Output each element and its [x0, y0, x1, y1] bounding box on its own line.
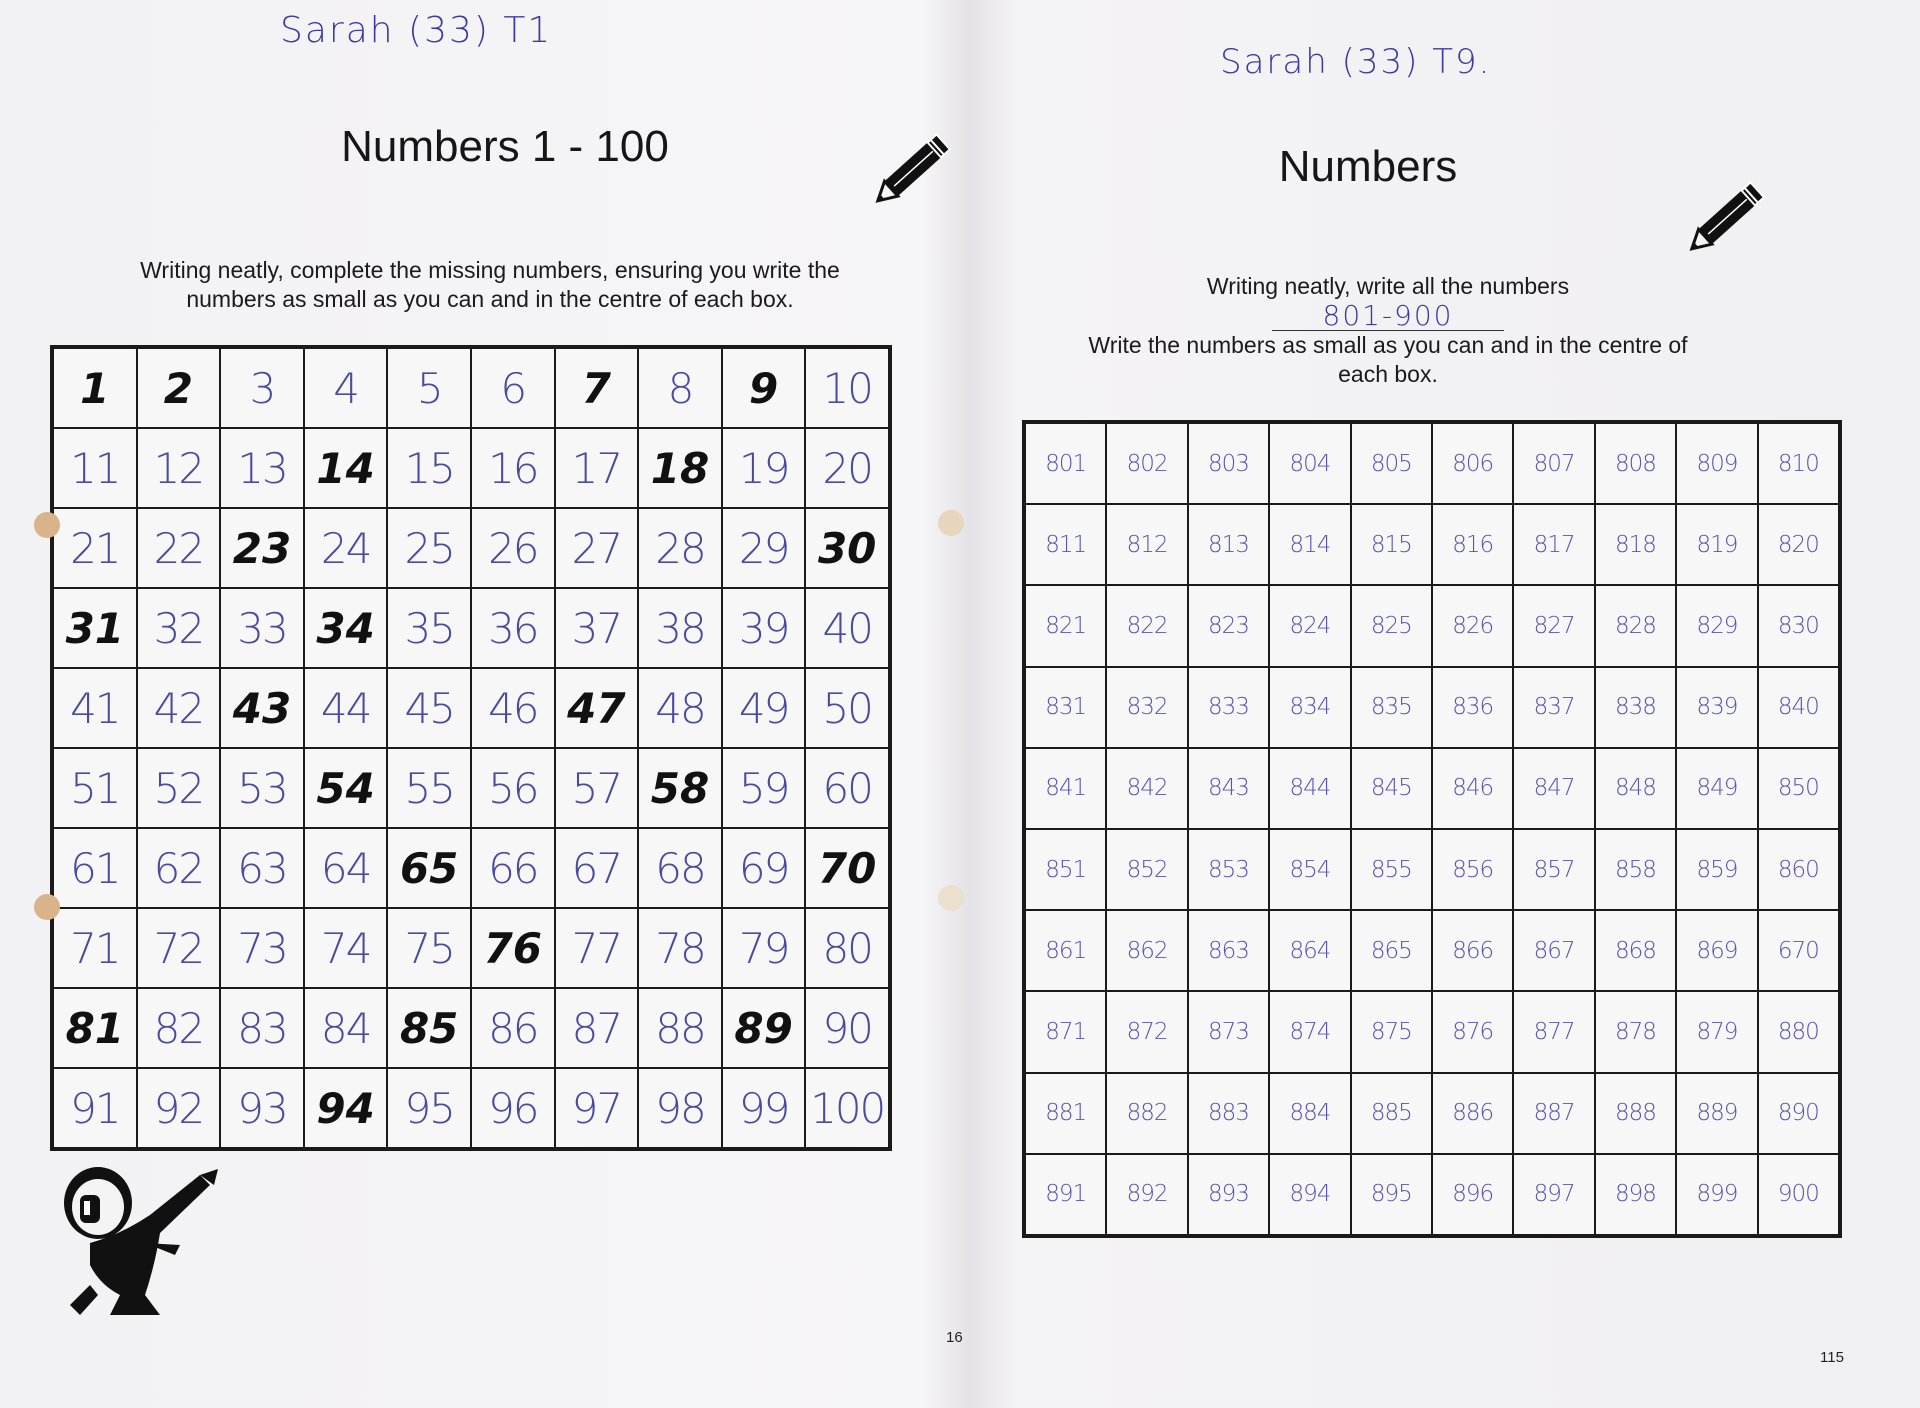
- number-cell[interactable]: 33: [220, 588, 304, 668]
- number-cell[interactable]: 88: [638, 988, 722, 1068]
- number-cell[interactable]: 31: [53, 588, 137, 668]
- number-cell[interactable]: 879: [1676, 991, 1757, 1072]
- number-cell[interactable]: 48: [638, 668, 722, 748]
- number-cell[interactable]: 91: [53, 1068, 137, 1148]
- number-cell[interactable]: 58: [638, 748, 722, 828]
- number-cell[interactable]: 27: [555, 508, 639, 588]
- number-cell[interactable]: 841: [1025, 748, 1106, 829]
- number-cell[interactable]: 64: [304, 828, 388, 908]
- number-cell[interactable]: 11: [53, 428, 137, 508]
- number-cell[interactable]: 87: [555, 988, 639, 1068]
- right-instructions-line-1: [1088, 272, 1688, 331]
- number-cell[interactable]: 79: [722, 908, 806, 988]
- number-cell[interactable]: 832: [1106, 667, 1187, 748]
- number-cell[interactable]: 856: [1432, 829, 1513, 910]
- number-cell[interactable]: 891: [1025, 1154, 1106, 1235]
- number-cell[interactable]: 25: [387, 508, 471, 588]
- number-cell[interactable]: 838: [1595, 667, 1676, 748]
- number-cell[interactable]: 817: [1513, 504, 1594, 585]
- number-cell[interactable]: 71: [53, 908, 137, 988]
- number-cell[interactable]: 40: [805, 588, 889, 668]
- number-cell[interactable]: 49: [722, 668, 806, 748]
- number-cell[interactable]: 670: [1758, 910, 1839, 991]
- number-cell[interactable]: 835: [1351, 667, 1432, 748]
- number-cell[interactable]: 811: [1025, 504, 1106, 585]
- number-cell[interactable]: 852: [1106, 829, 1187, 910]
- number-cell[interactable]: 21: [53, 508, 137, 588]
- number-cell[interactable]: 808: [1595, 423, 1676, 504]
- number-cell[interactable]: 820: [1758, 504, 1839, 585]
- number-cell[interactable]: 829: [1676, 585, 1757, 666]
- number-cell[interactable]: 66: [471, 828, 555, 908]
- number-cell[interactable]: 62: [137, 828, 221, 908]
- number-cell[interactable]: 821: [1025, 585, 1106, 666]
- number-cell[interactable]: 866: [1432, 910, 1513, 991]
- number-cell[interactable]: 892: [1106, 1154, 1187, 1235]
- number-cell[interactable]: 47: [555, 668, 639, 748]
- number-cell[interactable]: 50: [805, 668, 889, 748]
- number-cell[interactable]: 15: [387, 428, 471, 508]
- punch-hole: [938, 885, 964, 911]
- number-cell[interactable]: 867: [1513, 910, 1594, 991]
- number-cell[interactable]: 857: [1513, 829, 1594, 910]
- number-cell[interactable]: 35: [387, 588, 471, 668]
- number-cell[interactable]: 813: [1188, 504, 1269, 585]
- left-page-number: 16: [946, 1329, 963, 1346]
- number-cell[interactable]: 878: [1595, 991, 1676, 1072]
- number-cell[interactable]: 809: [1676, 423, 1757, 504]
- number-cell[interactable]: 859: [1676, 829, 1757, 910]
- number-cell[interactable]: 76: [471, 908, 555, 988]
- number-cell[interactable]: 24: [304, 508, 388, 588]
- number-cell[interactable]: 13: [220, 428, 304, 508]
- number-cell[interactable]: 73: [220, 908, 304, 988]
- number-cell[interactable]: 871: [1025, 991, 1106, 1072]
- number-cell[interactable]: 888: [1595, 1073, 1676, 1154]
- number-cell[interactable]: 18: [638, 428, 722, 508]
- number-cell[interactable]: 890: [1758, 1073, 1839, 1154]
- number-cell[interactable]: 43: [220, 668, 304, 748]
- number-cell[interactable]: 14: [304, 428, 388, 508]
- number-cell[interactable]: 42: [137, 668, 221, 748]
- number-cell[interactable]: 843: [1188, 748, 1269, 829]
- right-instructions-line-3: each box.: [1338, 361, 1438, 387]
- number-cell[interactable]: 825: [1351, 585, 1432, 666]
- number-cell[interactable]: 100: [805, 1068, 889, 1148]
- number-cell[interactable]: 819: [1676, 504, 1757, 585]
- number-cell[interactable]: 887: [1513, 1073, 1594, 1154]
- left-instructions-line-2: numbers as small as you can and in the centre of each box.: [186, 286, 794, 312]
- number-cell[interactable]: 801: [1025, 423, 1106, 504]
- number-cell[interactable]: 805: [1351, 423, 1432, 504]
- number-cell[interactable]: 816: [1432, 504, 1513, 585]
- number-cell[interactable]: 80: [805, 908, 889, 988]
- number-cell[interactable]: 833: [1188, 667, 1269, 748]
- number-cell[interactable]: 1: [53, 348, 137, 428]
- number-cell[interactable]: 38: [638, 588, 722, 668]
- numbers-1-100-grid: [50, 345, 892, 1151]
- right-page-number: 115: [1820, 1349, 1844, 1366]
- right-instructions: [1088, 272, 1688, 389]
- number-cell[interactable]: 41: [53, 668, 137, 748]
- number-cell[interactable]: 5: [387, 348, 471, 428]
- number-cell[interactable]: 59: [722, 748, 806, 828]
- number-cell[interactable]: 10: [805, 348, 889, 428]
- number-cell[interactable]: 65: [387, 828, 471, 908]
- number-cell[interactable]: 99: [722, 1068, 806, 1148]
- number-cell[interactable]: 806: [1432, 423, 1513, 504]
- number-cell[interactable]: 23: [220, 508, 304, 588]
- number-cell[interactable]: 36: [471, 588, 555, 668]
- pencil-icon: [1676, 168, 1776, 268]
- number-cell[interactable]: 864: [1269, 910, 1350, 991]
- number-cell[interactable]: 4: [304, 348, 388, 428]
- number-cell[interactable]: 885: [1351, 1073, 1432, 1154]
- number-cell[interactable]: 880: [1758, 991, 1839, 1072]
- number-cell[interactable]: 60: [805, 748, 889, 828]
- number-cell[interactable]: 2: [137, 348, 221, 428]
- number-cell[interactable]: 893: [1188, 1154, 1269, 1235]
- number-cell[interactable]: 886: [1432, 1073, 1513, 1154]
- pencil-icon: [862, 120, 962, 220]
- number-cell[interactable]: 815: [1351, 504, 1432, 585]
- number-cell[interactable]: 69: [722, 828, 806, 908]
- number-cell[interactable]: 881: [1025, 1073, 1106, 1154]
- number-cell[interactable]: 894: [1269, 1154, 1350, 1235]
- number-cell[interactable]: 850: [1758, 748, 1839, 829]
- number-cell[interactable]: 849: [1676, 748, 1757, 829]
- number-cell[interactable]: 98: [638, 1068, 722, 1148]
- number-cell[interactable]: 895: [1351, 1154, 1432, 1235]
- number-cell[interactable]: 9: [722, 348, 806, 428]
- numbers-801-900-grid: [1022, 420, 1842, 1238]
- number-cell[interactable]: 97: [555, 1068, 639, 1148]
- number-cell[interactable]: 22: [137, 508, 221, 588]
- number-cell[interactable]: 858: [1595, 829, 1676, 910]
- number-cell[interactable]: 877: [1513, 991, 1594, 1072]
- number-range-blank[interactable]: [1272, 301, 1504, 331]
- number-cell[interactable]: 846: [1432, 748, 1513, 829]
- number-cell[interactable]: 84: [304, 988, 388, 1068]
- number-cell[interactable]: 851: [1025, 829, 1106, 910]
- number-cell[interactable]: 3: [220, 348, 304, 428]
- number-cell[interactable]: 39: [722, 588, 806, 668]
- number-cell[interactable]: 89: [722, 988, 806, 1068]
- number-cell[interactable]: 802: [1106, 423, 1187, 504]
- number-cell[interactable]: 804: [1269, 423, 1350, 504]
- number-cell[interactable]: 882: [1106, 1073, 1187, 1154]
- number-cell[interactable]: 72: [137, 908, 221, 988]
- number-cell[interactable]: 26: [471, 508, 555, 588]
- number-cell[interactable]: 828: [1595, 585, 1676, 666]
- number-cell[interactable]: 96: [471, 1068, 555, 1148]
- number-cell[interactable]: 884: [1269, 1073, 1350, 1154]
- number-cell[interactable]: 899: [1676, 1154, 1757, 1235]
- number-cell[interactable]: 845: [1351, 748, 1432, 829]
- number-cell[interactable]: 896: [1432, 1154, 1513, 1235]
- right-page: [968, 0, 1920, 1408]
- number-cell[interactable]: 827: [1513, 585, 1594, 666]
- number-cell[interactable]: 44: [304, 668, 388, 748]
- number-cell[interactable]: 51: [53, 748, 137, 828]
- right-instructions-prefix: Writing neatly, write all the numbers: [1206, 273, 1570, 299]
- number-cell[interactable]: 862: [1106, 910, 1187, 991]
- number-cell[interactable]: 900: [1758, 1154, 1839, 1235]
- number-cell[interactable]: 807: [1513, 423, 1594, 504]
- number-cell[interactable]: 898: [1595, 1154, 1676, 1235]
- number-cell[interactable]: 61: [53, 828, 137, 908]
- right-handwritten-name: Sarah (33) T9.: [1220, 42, 1492, 82]
- number-cell[interactable]: 19: [722, 428, 806, 508]
- number-cell[interactable]: 848: [1595, 748, 1676, 829]
- number-cell[interactable]: 70: [805, 828, 889, 908]
- number-cell[interactable]: 847: [1513, 748, 1594, 829]
- number-cell[interactable]: 8: [638, 348, 722, 428]
- number-cell[interactable]: 814: [1269, 504, 1350, 585]
- number-cell[interactable]: 6: [471, 348, 555, 428]
- number-cell[interactable]: 826: [1432, 585, 1513, 666]
- number-cell[interactable]: 873: [1188, 991, 1269, 1072]
- number-cell[interactable]: 823: [1188, 585, 1269, 666]
- punch-hole: [34, 894, 60, 920]
- number-cell[interactable]: 872: [1106, 991, 1187, 1072]
- number-cell[interactable]: 839: [1676, 667, 1757, 748]
- number-cell[interactable]: 30: [805, 508, 889, 588]
- number-cell[interactable]: 85: [387, 988, 471, 1068]
- number-cell[interactable]: 81: [53, 988, 137, 1068]
- number-cell[interactable]: 818: [1595, 504, 1676, 585]
- left-instructions-line-1: Writing neatly, complete the missing numbers, ensuring you write the: [140, 257, 840, 283]
- number-cell[interactable]: 824: [1269, 585, 1350, 666]
- number-cell[interactable]: 90: [805, 988, 889, 1068]
- number-range-fill: 801-900: [1322, 299, 1454, 332]
- number-cell[interactable]: 844: [1269, 748, 1350, 829]
- number-cell[interactable]: 831: [1025, 667, 1106, 748]
- number-cell[interactable]: 46: [471, 668, 555, 748]
- number-cell[interactable]: 34: [304, 588, 388, 668]
- number-cell[interactable]: 836: [1432, 667, 1513, 748]
- number-cell[interactable]: 897: [1513, 1154, 1594, 1235]
- number-cell[interactable]: 56: [471, 748, 555, 828]
- number-cell[interactable]: 20: [805, 428, 889, 508]
- number-cell[interactable]: 17: [555, 428, 639, 508]
- number-cell[interactable]: 78: [638, 908, 722, 988]
- left-page-title: Numbers 1 - 100: [341, 122, 669, 171]
- number-cell[interactable]: 86: [471, 988, 555, 1068]
- right-page-title: Numbers: [1278, 142, 1458, 191]
- number-cell[interactable]: 883: [1188, 1073, 1269, 1154]
- number-cell[interactable]: 810: [1758, 423, 1839, 504]
- number-cell[interactable]: 82: [137, 988, 221, 1068]
- number-cell[interactable]: 853: [1188, 829, 1269, 910]
- number-cell[interactable]: 29: [722, 508, 806, 588]
- number-cell[interactable]: 822: [1106, 585, 1187, 666]
- cartoon-character-icon: [50, 1155, 220, 1325]
- number-cell[interactable]: 863: [1188, 910, 1269, 991]
- number-cell[interactable]: 95: [387, 1068, 471, 1148]
- number-cell[interactable]: 868: [1595, 910, 1676, 991]
- number-cell[interactable]: 32: [137, 588, 221, 668]
- number-cell[interactable]: 83: [220, 988, 304, 1068]
- number-cell[interactable]: 875: [1351, 991, 1432, 1072]
- number-cell[interactable]: 16: [471, 428, 555, 508]
- right-instructions-line-2: Write the numbers as small as you can and in the centre of: [1088, 332, 1688, 358]
- number-cell[interactable]: 834: [1269, 667, 1350, 748]
- number-cell[interactable]: 12: [137, 428, 221, 508]
- number-cell[interactable]: 865: [1351, 910, 1432, 991]
- number-cell[interactable]: 57: [555, 748, 639, 828]
- number-cell[interactable]: 854: [1269, 829, 1350, 910]
- number-cell[interactable]: 812: [1106, 504, 1187, 585]
- left-handwritten-name: Sarah (33) T1: [280, 10, 553, 51]
- number-cell[interactable]: 889: [1676, 1073, 1757, 1154]
- punch-hole: [938, 510, 964, 536]
- number-cell[interactable]: 28: [638, 508, 722, 588]
- number-cell[interactable]: 55: [387, 748, 471, 828]
- number-cell[interactable]: 75: [387, 908, 471, 988]
- number-cell[interactable]: 92: [137, 1068, 221, 1148]
- number-cell[interactable]: 67: [555, 828, 639, 908]
- number-cell[interactable]: 52: [137, 748, 221, 828]
- number-cell[interactable]: 68: [638, 828, 722, 908]
- number-cell[interactable]: 860: [1758, 829, 1839, 910]
- number-cell[interactable]: 7: [555, 348, 639, 428]
- punch-hole: [34, 512, 60, 538]
- number-cell[interactable]: 874: [1269, 991, 1350, 1072]
- number-cell[interactable]: 803: [1188, 423, 1269, 504]
- number-cell[interactable]: 876: [1432, 991, 1513, 1072]
- number-cell[interactable]: 94: [304, 1068, 388, 1148]
- number-cell[interactable]: 869: [1676, 910, 1757, 991]
- number-cell[interactable]: 54: [304, 748, 388, 828]
- left-instructions: [70, 256, 910, 314]
- number-cell[interactable]: 63: [220, 828, 304, 908]
- number-cell[interactable]: 861: [1025, 910, 1106, 991]
- number-cell[interactable]: 53: [220, 748, 304, 828]
- number-cell[interactable]: 830: [1758, 585, 1839, 666]
- number-cell[interactable]: 93: [220, 1068, 304, 1148]
- number-cell[interactable]: 842: [1106, 748, 1187, 829]
- number-cell[interactable]: 37: [555, 588, 639, 668]
- number-cell[interactable]: 77: [555, 908, 639, 988]
- number-cell[interactable]: 45: [387, 668, 471, 748]
- number-cell[interactable]: 837: [1513, 667, 1594, 748]
- number-cell[interactable]: 74: [304, 908, 388, 988]
- number-cell[interactable]: 855: [1351, 829, 1432, 910]
- number-cell[interactable]: 840: [1758, 667, 1839, 748]
